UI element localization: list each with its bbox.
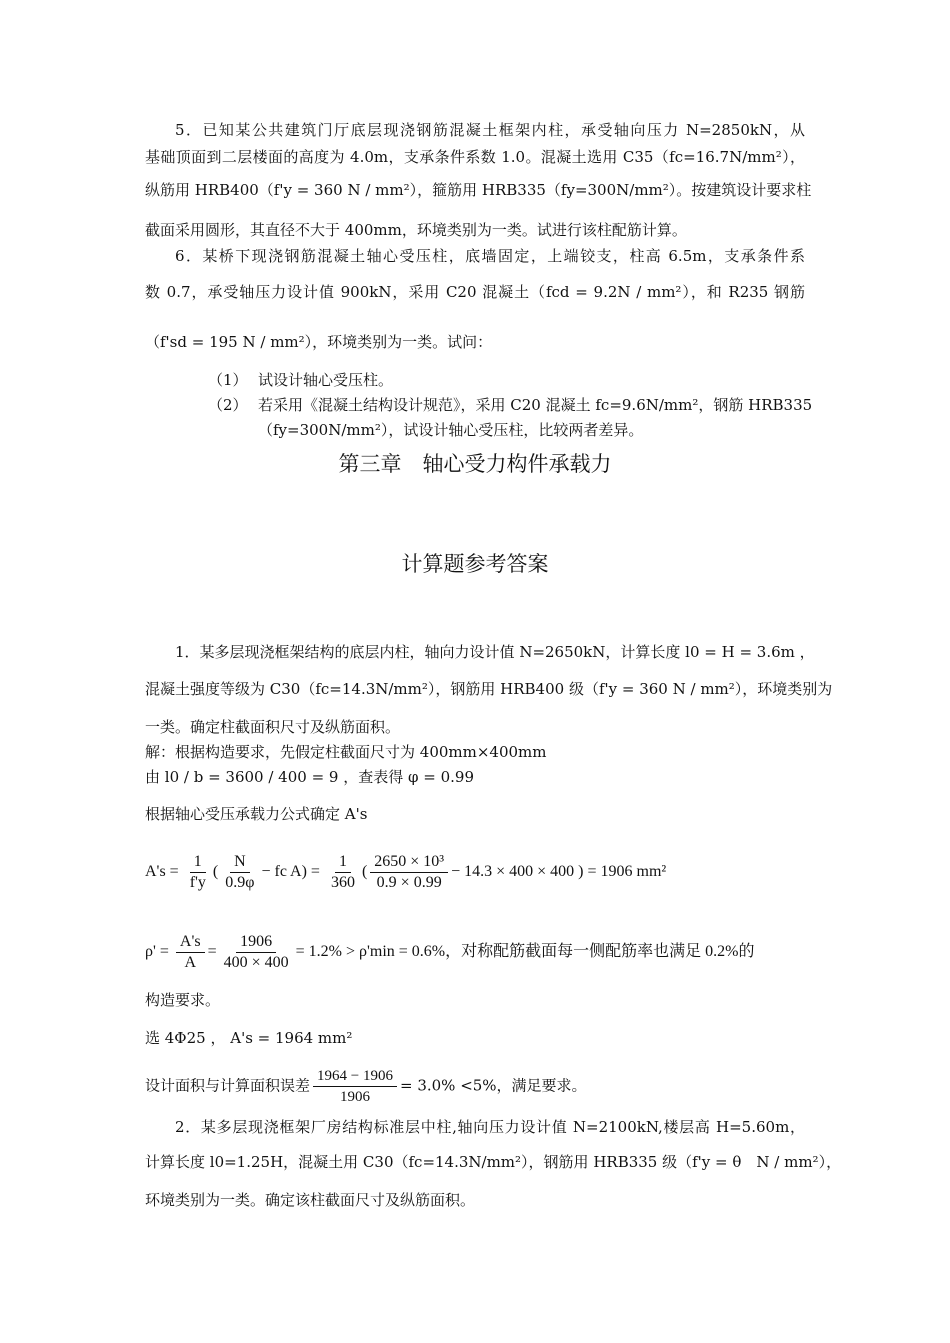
p5-line2: 基础顶面到二层楼面的高度为 4.0m，支承条件系数 1.0。混凝土选用 C35（fc=16.7N/mm²）， (145, 148, 805, 166)
formula-lhs: ρ' = (145, 943, 169, 961)
formula-mid: − fc A) = (261, 863, 320, 881)
formula-tail: − 14.3 × 400 × 400 ) = 1906 mm² (451, 863, 667, 881)
a2-line1: 2．某多层现浇框架厂房结构标准层中柱,轴向压力设计值 N=2100kN,楼层高 H=5.60m， (175, 1118, 805, 1136)
a1-solution: 解：根据构造要求，先假定柱截面尺寸为 400mm×400mm (145, 743, 547, 761)
q2-number: （2） (208, 396, 248, 414)
frac-den: 0.9 × 0.99 (376, 874, 442, 891)
q1-number: （1） (208, 371, 248, 389)
frac-den: 400 × 400 (223, 954, 289, 971)
frac-num: 1906 (236, 932, 276, 953)
frac-num: 1 (190, 852, 206, 873)
frac-num: A's (176, 932, 205, 953)
p5-line1: 5．已知某公共建筑门厅底层现浇钢筋混凝土框架内柱，承受轴向压力 N=2850kN，从 (175, 121, 805, 139)
a2-line2: 计算长度 l0=1.25H，混凝土用 C30（fc=14.3N/mm²），钢筋用 HRB335 级（f'y = θ N / mm²）， (145, 1153, 842, 1171)
p5-line4: 截面采用圆形，其直径不大于 400mm，环境类别为一类。试进行该柱配筋计算。 (145, 221, 687, 239)
q2-line2: （fy=300N/mm²），试设计轴心受压柱，比较两者差异。 (258, 421, 644, 439)
a1-slenderness: 由 l0 / b = 3600 / 400 = 9 ，查表得 φ = 0.99 (145, 768, 474, 786)
frac-num: N (230, 852, 250, 873)
formula-as: A's = $\frac{1}{f'y}$ ( $\frac{N}{0.9\varphi}$ − fc A) = $\frac{1}{360}$ ( $\frac{\text{2650 × 10³}}{0.9 \times 0.99}$ − 14.3 × 400 × 400 ) = 1906 mm² (145, 853, 667, 891)
chapter-title: 第三章 轴心受力构件承载力 (338, 452, 612, 476)
a1-line3: 一类。确定柱截面积尺寸及纵筋面积。 (145, 718, 401, 736)
formula-tail: = 1.2% > ρ'min = 0.6%，对称配筋截面每一侧配筋率也满足 0.2%的 (295, 943, 755, 961)
a1-structure-req: 构造要求。 (145, 991, 221, 1009)
a1-line2: 混凝土强度等级为 C30（fc=14.3N/mm²），钢筋用 HRB400 级（f'y = 360 N / mm²），环境类别为 (145, 680, 833, 698)
answers-title: 计算题参考答案 (401, 552, 549, 576)
frac-den: 1906 (340, 1089, 370, 1105)
formula-rho: ρ' = $\frac{A's}{A}$ = $\frac{1906}{400 \times 400}$ = 1.2% > ρ'min = 0.6%，对称配筋截面每一侧配筋率也满足 0.2%的 (145, 933, 755, 971)
frac-den: 360 (330, 874, 355, 891)
frac-den: f'y (189, 874, 206, 891)
frac-den: A (184, 954, 196, 971)
frac-num: 1 (335, 852, 351, 873)
q1-text: 试设计轴心受压柱。 (258, 371, 394, 389)
a2-line3: 环境类别为一类。确定该柱截面尺寸及纵筋面积。 (145, 1191, 476, 1209)
frac-num: 1964 − 1906 (313, 1066, 397, 1087)
p6-line1: 6．某桥下现浇钢筋混凝土轴心受压柱，底墙固定，上端铰支，柱高 6.5m，支承条件系 (175, 247, 805, 265)
formula-lhs: A's = (145, 863, 179, 881)
p6-line3: （f'sd = 195 N / mm²），环境类别为一类。试问： (145, 333, 493, 351)
p6-line2: 数 0.7，承受轴压力设计值 900kN，采用 C20 混凝土（fcd = 9.2N / mm²），和 R235 钢筋 (145, 283, 805, 301)
q2-line1: 若采用《混凝土结构设计规范》，采用 C20 混凝土 fc=9.6N/mm²，钢筋 HRB335 (258, 396, 813, 414)
a1-error-check (145, 1066, 587, 1107)
error-label: 设计面积与计算面积误差 (145, 1076, 311, 1095)
frac-num: 2650 × 10³ (370, 852, 448, 873)
error-result: = 3.0% <5%，满足要求。 (399, 1076, 587, 1095)
p5-line3: 纵筋用 HRB400（f'y = 360 N / mm²），箍筋用 HRB335（fy=300N/mm²）。按建筑设计要求柱 (145, 181, 812, 199)
a1-formula-intro: 根据轴心受压承载力公式确定 A's (145, 805, 368, 823)
a1-select-bars: 选 4Φ25 ， A's = 1964 mm² (145, 1029, 353, 1047)
frac-den: 0.9φ (225, 874, 255, 891)
a1-line1: 1．某多层现浇框架结构的底层内柱，轴向力设计值 N=2650kN，计算长度 l0 = H = 3.6m ， (175, 643, 815, 661)
